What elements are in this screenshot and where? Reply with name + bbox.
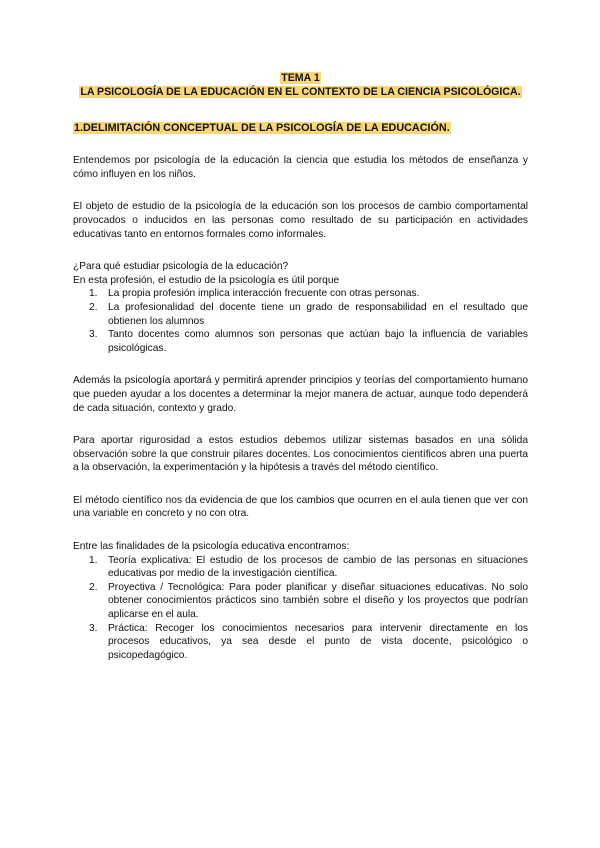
paragraph-rigor: Para aportar rigurosidad a estos estudios debemos utilizar sistemas basados en una sólida observación sobre la que construir pilares docentes. Los conocimientos científicos abren una puerta a la observación, la experimentación y la hipótesis a través del método científico. bbox=[73, 435, 528, 474]
list-number: 1. bbox=[89, 554, 98, 566]
document-title bbox=[73, 72, 528, 99]
list-text: Proyectiva / Tecnológica: Para poder planificar y diseñar situaciones educativas. No solo obtener conocimientos prácticos sino también sobre el diseño y los proyectos que podrían aplicarse en el aula. bbox=[108, 581, 528, 621]
section-heading bbox=[73, 121, 528, 135]
paragraph-definition: Entendemos por psicología de la educación la ciencia que estudia los métodos de enseñanza y cómo influyen en los niños. bbox=[73, 155, 528, 180]
document-page bbox=[73, 72, 528, 662]
list-text: La propia profesión implica interacción frecuente con otras personas. bbox=[108, 288, 420, 300]
section-heading-text: 1.DELIMITACIÓN CONCEPTUAL DE LA PSICOLOGÍA DE LA EDUCACIÓN. bbox=[74, 122, 450, 135]
list-number: 1. bbox=[89, 288, 98, 300]
list-number: 3. bbox=[89, 622, 98, 634]
paragraph-goals-intro: Entre las finalidades de la psicología educativa encontramos: bbox=[73, 541, 350, 553]
paragraph-principles: Además la psicología aportará y permitirá aprender principios y teorías del comportamiento humano que pueden ayudar a los docentes a determinar la mejor manera de actuar, aunque todo dependerá de cada situación, contexto y grado. bbox=[73, 375, 528, 414]
intro-line: En esta profesión, el estudio de la psicología es útil porque bbox=[73, 274, 340, 286]
list-text: Teoría explicativa: El estudio de los procesos de cambio de las personas en situaciones educativas por medio de la investigación científica. bbox=[108, 554, 528, 580]
list-item bbox=[73, 328, 528, 355]
list-text: La profesionalidad del docente tiene un grado de responsabilidad en el resultado que obtienen los alumnos bbox=[108, 301, 528, 327]
title-text: LA PSICOLOGÍA DE LA EDUCACIÓN EN EL CONTEXTO DE LA CIENCIA PSICOLÓGICA. bbox=[80, 85, 521, 98]
question-line: ¿Para qué estudiar psicología de la educación? bbox=[73, 261, 289, 273]
list-item bbox=[73, 554, 528, 581]
paragraph-object: El objeto de estudio de la psicología de la educación son los procesos de cambio comportamental provocados o inducidos en las personas como resultado de su participación en actividades educativas tanto en entornos formales como informales. bbox=[73, 201, 528, 240]
tema-label: TEMA 1 bbox=[281, 72, 320, 84]
list-item bbox=[73, 301, 528, 328]
list-number: 2. bbox=[89, 581, 98, 593]
list-number: 3. bbox=[89, 329, 98, 341]
goals-list bbox=[73, 554, 528, 663]
list-item bbox=[73, 287, 528, 301]
list-number: 2. bbox=[89, 301, 98, 313]
list-item bbox=[73, 581, 528, 622]
reasons-list bbox=[73, 287, 528, 355]
list-text: Práctica: Recoger los conocimientos necesarios para intervenir directamente en los procesos educativos, ya sea desde el punto de vista docente, psicológico o psicopedagógico. bbox=[108, 622, 528, 661]
list-text: Tanto docentes como alumnos son personas que actúan bajo la influencia de variables psicológicas. bbox=[108, 329, 528, 354]
list-item bbox=[73, 622, 528, 663]
paragraph-method: El método científico nos da evidencia de que los cambios que ocurren en el aula tienen que ver con una variable en concreto y no con otra. bbox=[73, 494, 528, 520]
